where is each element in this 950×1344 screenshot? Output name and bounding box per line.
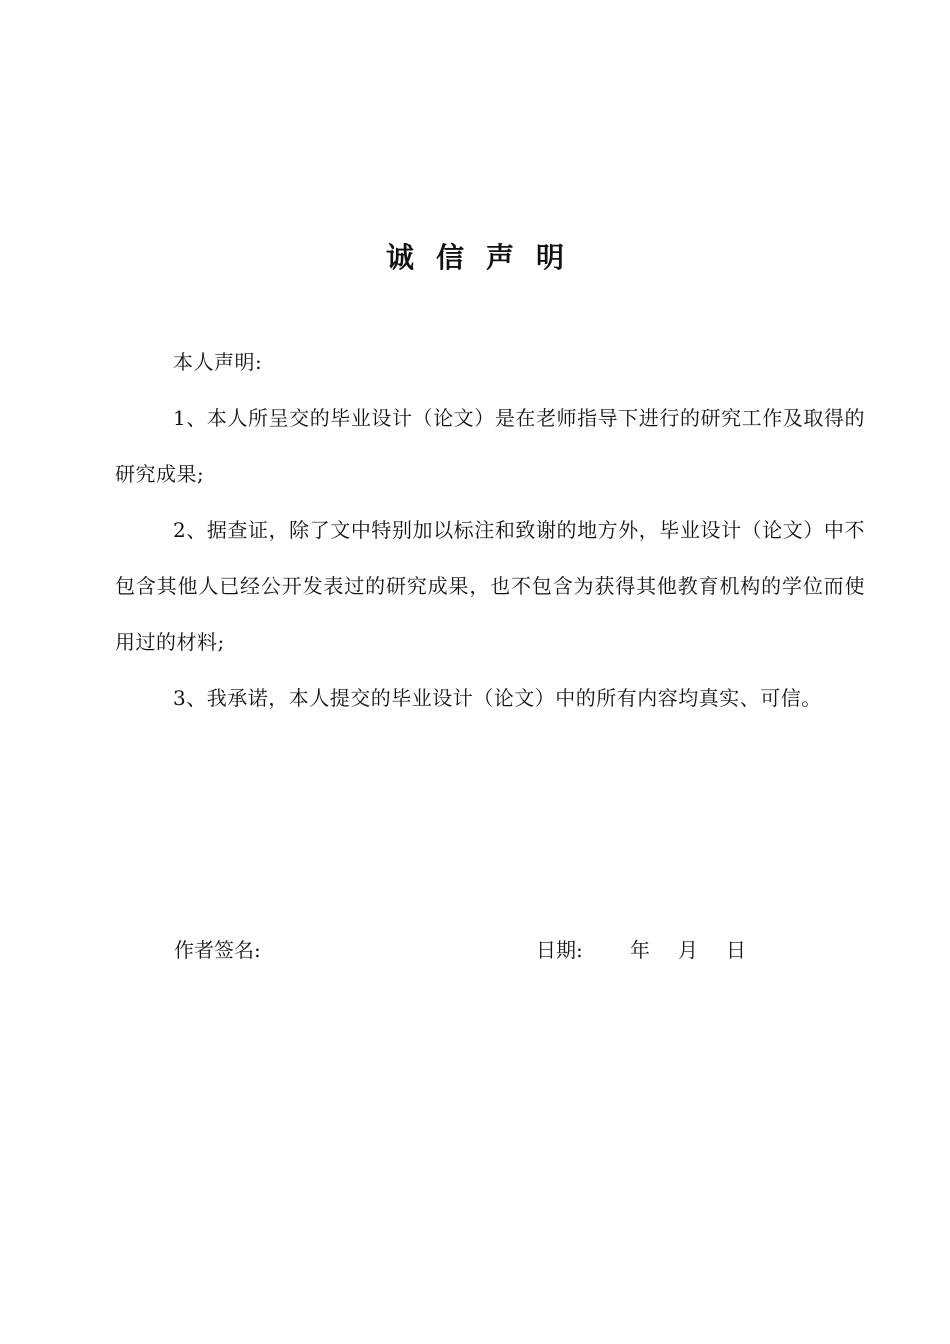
declaration-intro: 本人声明: xyxy=(173,350,263,374)
declaration-item-1: 1、本人所呈交的毕业设计（论文）是在老师指导下进行的研究工作及取得的研究成果; xyxy=(115,406,865,486)
declaration-item-3: 3、我承诺，本人提交的毕业设计（论文）中的所有内容均真实、可信。 xyxy=(173,686,822,710)
declaration-body xyxy=(115,334,865,726)
date-year-unit: 年 xyxy=(630,938,650,962)
date-label: 日期: xyxy=(536,938,583,962)
page-title: 诚信声明 xyxy=(385,241,586,274)
signature-row xyxy=(0,930,950,970)
declaration-item-2: 2、据查证，除了文中特别加以标注和致谢的地方外，毕业设计（论文）中不包含其他人已经公开发表过的研究成果，也不包含为获得其他教育机构的学位而使用过的材料; xyxy=(115,518,865,654)
date-day-unit: 日 xyxy=(726,938,746,962)
author-signature-label: 作者签名: xyxy=(174,938,261,962)
date-month-unit: 月 xyxy=(678,938,698,962)
